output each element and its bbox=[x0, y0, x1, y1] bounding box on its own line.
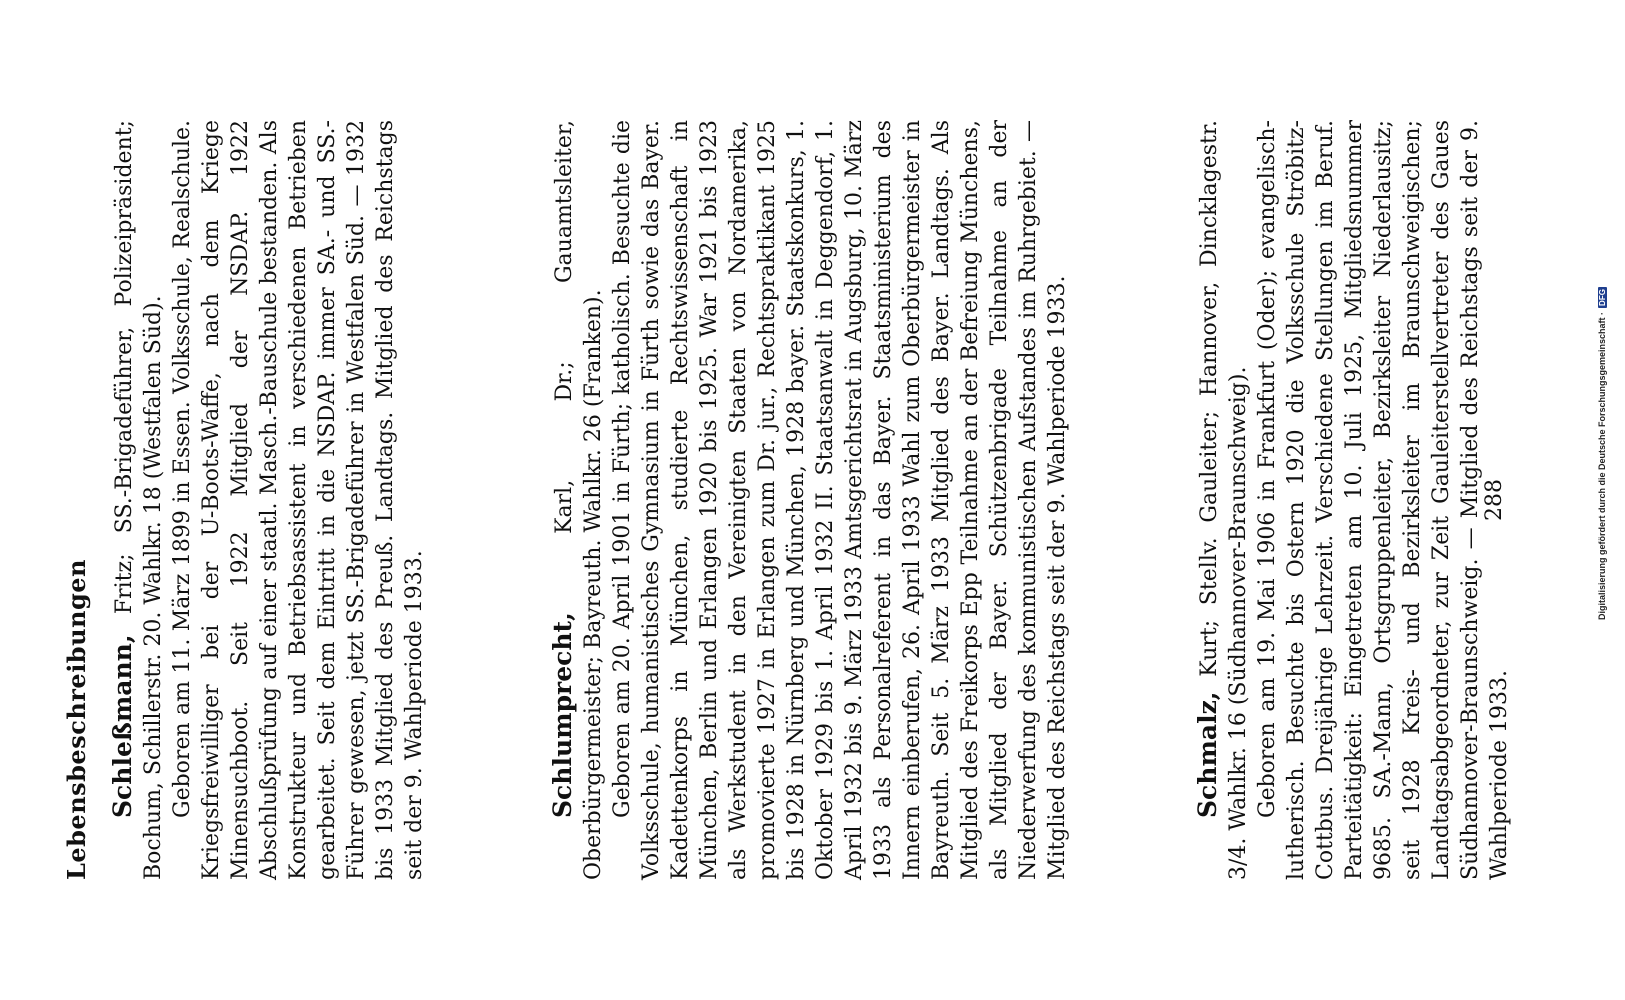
digitization-note-text: Digitalisierung gefördert durch die Deutsche Forschungsgemeinschaft · bbox=[1597, 311, 1607, 620]
biography-entry bbox=[1193, 120, 1514, 880]
dfg-logo: DFG bbox=[1598, 289, 1607, 306]
biography-entry bbox=[108, 120, 429, 880]
page-number: 288 bbox=[1482, 479, 1507, 521]
entry-header: Fritz; SS.-Brigadeführer, Polizeipräsident; Bochum, Schillerstr. 20. Wahlkr. 18 (Westfalen Süd). bbox=[112, 120, 166, 880]
entry-body: Geboren am 20. April 1901 in Fürth; katholisch. Besuchte die Volksschule, humanistisches Gymnasium in Fürth sowie das Bayer. Kadettenkorps in München, studierte Rechtswissenschaft in München, Berlin und Erlangen 1920 bis 1925. War 1921 bis 1923 als Werkstudent in den Vereinigten Staaten von Nordamerika, promovierte 1927 in Erlangen zum Dr. jur., Rechtspraktikant 1925 bis 1928 in Nürnberg und München, 1928 bayer. Staatskonkurs, 1. Oktober 1929 bis 1. April 1932 II. Staatsanwalt in Deggendorf, 1. April 1932 bis 9. März 1933 Amtsgerichtsrat in Augsburg, 10. März 1933 als Personalreferent in das Bayer. Staatsministerium des Innern einberufen, 26. April 1933 Wahl zum Oberbürgermeister in Bayreuth. Seit 5. März 1933 Mitglied des Bayer. Landtags. Als Mitglied des Freikorps Epp Teilnahme an der Befreiung Münchens, als Mitglied der Bayer. Schützenbrigade Teilnahme an der Niederwerfung des kommunistischen Aufstandes im Ruhrgebiet. — Mitglied des Reichstags seit der 9. Wahlperiode 1933. bbox=[610, 120, 1070, 880]
entry-body: Geboren am 19. Mai 1906 in Frankfurt (Oder); evangelisch-lutherisch. Besuchte bis Ostern 1920 die Volksschule Ströbitz-Cottbus. Dreijährige Lehrzeit. Verschiedene Stellungen im Beruf. Parteitätigkeit: Eingetreten am 10. Juli 1925, Mitgliedsnummer 9685. SA.-Mann, Ortsgruppenleiter, Bezirksleiter Niederlausitz; seit 1928 Kreis- und Bezirksleiter im Braunschweigischen; Landtagsabgeordneter, zur Zeit Gauleiterstellvertreter des Gaues Südhannover-Braunschweig. — Mitglied des Reichstags seit der 9. Wahlperiode 1933. bbox=[1255, 120, 1512, 880]
entry-body: Geboren am 11. März 1899 in Essen. Volksschule, Realschule. Kriegsfreiwilliger bei der U-Boots-Waffe, nach dem Kriege Minensuchboot. Seit 1922 Mitglied der NSDAP. 1922 Abschlußprüfung auf einer staatl. Masch.-Bauschule bestanden. Als Konstrukteur und Betriebsassistent in verschiedenen Betrieben gearbeitet. Seit dem Eintritt in die NSDAP. immer SA.- und SS.-Führer gewesen, jetzt SS.-Brigadeführer in Westfalen Süd. — 1932 bis 1933 Mitglied des Preuß. Landtags. Mitglied des Reichstags seit der 9. Wahlperiode 1933. bbox=[170, 120, 427, 880]
digitization-note bbox=[1597, 287, 1607, 620]
biography-entry bbox=[548, 120, 1072, 880]
page-heading: Lebensbeschreibungen bbox=[62, 559, 91, 880]
entry-header: Karl, Dr.; Gauamtsleiter, Oberbürgermeister; Bayreuth. Wahlkr. 26 (Franken). bbox=[552, 120, 606, 880]
rotated-page bbox=[50, 100, 1550, 880]
entry-name: Schlumprecht, bbox=[548, 612, 577, 818]
entry-header: Kurt; Stellv. Gauleiter; Hannover, Dincklagestr. 3/4. Wahlkr. 16 (Südhannover-Braunschweig). bbox=[1197, 120, 1251, 880]
entry-name: Schmalz, bbox=[1193, 691, 1222, 818]
entry-name: Schleßmann, bbox=[108, 634, 137, 818]
